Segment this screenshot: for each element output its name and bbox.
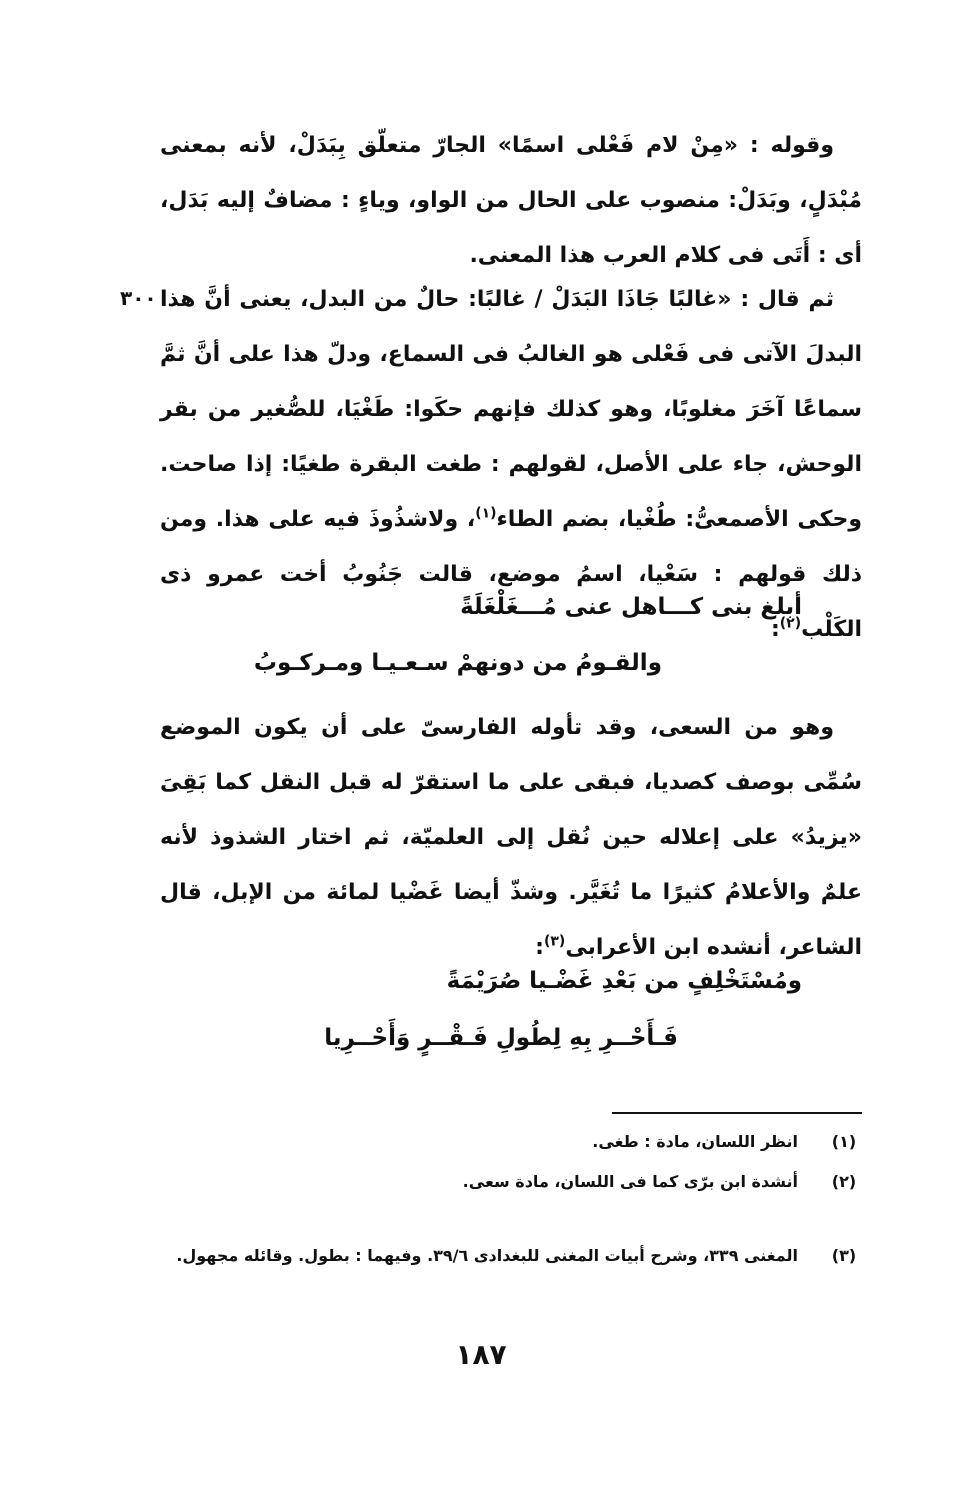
verse-2-first-hemistich: ومُسْتَخْلِفٍ من بَعْدِ غَضْـيا صُرَيْمَةً [446, 968, 802, 994]
verse-2-second-hemistich: فَـأَحْــرِ بِهِ لِطُولِ فَـقْــرٍ وَأَحْــرِيا [324, 1025, 678, 1051]
verse-1-first-hemistich: أبلغ بنى كـــاهل عنى مُـــغَلْغَلَةً [460, 594, 802, 620]
footnote-text: أنشدة ابن برّى كما فى اللسان، مادة سعى. [462, 1172, 798, 1191]
footnote-separator [612, 1112, 862, 1114]
paragraph-2-text: ثم قال : «غالبًا جَاذَا البَدَلْ / غالبًا: حالٌ من البدل، يعنى أنَّ هذا البدلَ الآتى فى فَعْلى هو الغالبُ فى السماع، ودلّ هذا على أنَّ ثمَّ سماعًا آخَرَ مغلوبًا، وهو كذلك فإنهم حكَوا: طَغْيَا، للصُّغير من بقر الوحش، جاء على الأصل، لقولهم : طغت البقرة طغيًا: إذا صاحت. وحكى الأصمعىُّ: طُغْيا، بضم الطاء [160, 287, 863, 532]
paragraph-2-continuation: ، ولاشذُوذَ فيه على هذا. ومن ذلك قولهم : سَعْيا، اسمُ موضع، قالت جَنُوبُ أخت عمرو ذى الكَلْب [160, 507, 862, 642]
footnote-number: (١) [831, 1132, 857, 1151]
page-number: ١٨٧ [455, 1338, 507, 1371]
footnote-ref-3: (٣) [543, 933, 566, 950]
paragraph-2-colon: : [770, 617, 780, 642]
margin-line-number: ٣٠٠ [120, 286, 157, 310]
footnote-ref-1: (١) [475, 505, 497, 522]
verse-1-second-hemistich: والقـومُ من دونهمْ سـعـيـا ومـركـوبُ [253, 650, 662, 676]
paragraph-3 [160, 700, 862, 975]
footnote-2 [102, 1172, 862, 1191]
paragraph-1-text: وقوله : «مِنْ لام فَعْلى اسمًا» الجارّ متعلّق بِبَدَلْ، لأنه بمعنى مُبْدَلٍ، وبَدَلْ: منصوب على الحال من الواو، وياءٍ : مضافٌ إليه بَدَل، أى : أَتَى فى كلام العرب هذا المعنى. [160, 133, 862, 268]
footnote-3 [102, 1246, 862, 1265]
footnote-number: (٢) [831, 1172, 857, 1191]
footnote-1 [102, 1132, 862, 1151]
paragraph-3-colon: : [535, 935, 544, 960]
footnote-text: المغنى ٣٣٩، وشرح أبيات المغنى للبغدادى ٣٩/٦. وفيهما : بطول. وقائله مجهول. [176, 1246, 798, 1265]
paragraph-3-text: وهو من السعى، وقد تأوله الفارسىّ على أن يكون الموضع سُمِّى بوصف كصديا، فبقى على ما استقرّ له قبل النقل كما بَقِىَ «يزيدُ» على إعلاله حين نُقل إلى العلميّة، ثم اختار الشذوذ لأنه علمٌ والأعلامُ كثيرًا ما تُغَيَّر. وشذّ أيضا غَضْيا لمائة من الإبل، قال الشاعر، أنشده ابن الأعرابى [160, 715, 862, 960]
paragraph-1 [160, 118, 862, 283]
footnote-ref-2: (٢) [779, 615, 802, 632]
footnote-number: (٣) [831, 1246, 857, 1265]
footnote-text: انظر اللسان، مادة : طغى. [592, 1132, 798, 1151]
